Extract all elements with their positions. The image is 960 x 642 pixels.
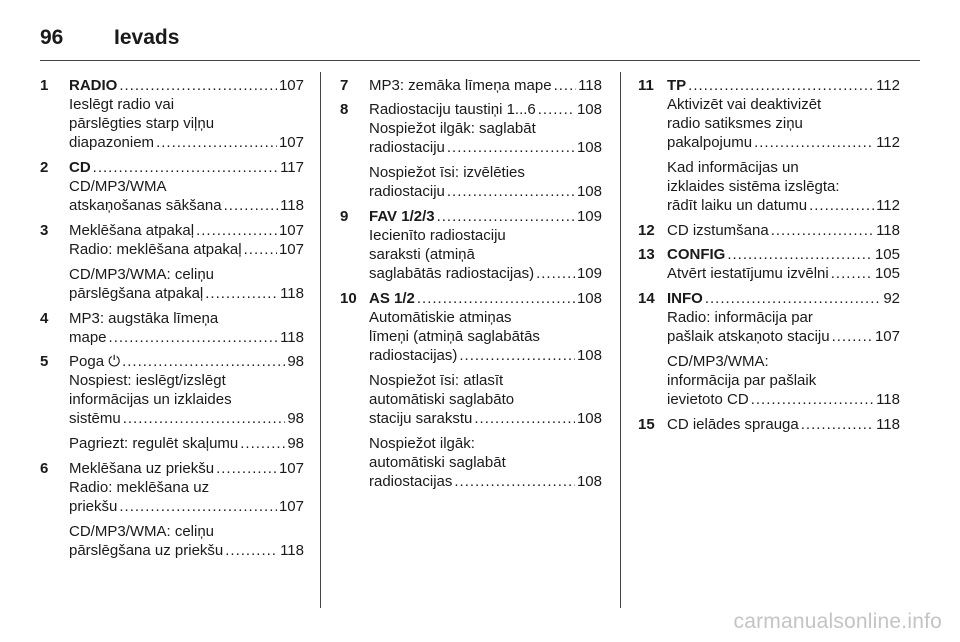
entry-label: Meklēšana atpakaļ: [69, 222, 195, 239]
entry-body: [667, 221, 900, 240]
index-entry: [638, 289, 900, 409]
entry-body: [667, 245, 900, 264]
dot-leader: [554, 76, 577, 95]
entry-label: Meklēšana uz priekšu: [69, 460, 215, 477]
entry-main: [638, 245, 900, 264]
entry-label: radiostacijas: [369, 473, 453, 490]
entry-body: [69, 76, 304, 95]
sub-entry: [369, 226, 602, 283]
sub-entry-text-line: pārslēgties starp viļņu: [69, 115, 215, 132]
item-number: 10: [340, 290, 357, 307]
leader-line: [69, 284, 304, 303]
leader-line: [369, 138, 602, 157]
entry-label: rādīt laiku un datumu: [667, 197, 808, 214]
entry-label: ievietoto CD: [667, 391, 749, 408]
leader-line: [667, 264, 900, 283]
sub-entry-text-line: automātiski saglabāto: [369, 391, 515, 408]
item-number: 3: [40, 222, 49, 239]
page-reference: 118: [876, 391, 900, 408]
dot-leader: [459, 346, 575, 365]
dot-leader: [122, 352, 285, 371]
dot-leader: [688, 76, 874, 95]
leader-line: [369, 182, 602, 201]
leader-line: [369, 472, 602, 491]
index-entry: [40, 158, 304, 215]
page-reference: 118: [280, 329, 304, 346]
sub-entry: [69, 434, 304, 453]
entry-label: MP3: zemāka līmeņa mape: [369, 77, 552, 94]
sub-entry-text-line: radio satiksmes ziņu: [667, 115, 803, 132]
sub-entry-text-line: Nospiežot ilgāk:: [369, 435, 475, 452]
sub-entry: [369, 371, 602, 428]
leader-line: [69, 497, 304, 516]
entry-label: priekšu: [69, 498, 118, 515]
entry-label: radiostaciju: [369, 183, 445, 200]
entry-body: [69, 309, 304, 347]
entry-main: [40, 309, 304, 347]
watermark: carmanualsonline.info: [733, 610, 942, 633]
entry-label: pašlaik atskaņoto staciju: [667, 328, 830, 345]
sub-entry-text-line: Iecienīto radiostaciju: [369, 227, 506, 244]
index-entry: [340, 289, 602, 491]
entry-main: [40, 158, 304, 177]
entry-label: diapazoniem: [69, 134, 155, 151]
page-reference: 108: [576, 101, 602, 118]
entry-label: FAV 1/2/3: [369, 208, 435, 225]
leader-line: [69, 434, 304, 453]
page-reference: 118: [578, 77, 602, 94]
entry-label: TP: [667, 77, 687, 94]
page-header: [40, 18, 920, 58]
index-entry: [638, 245, 900, 283]
item-number: 9: [340, 208, 349, 225]
sub-entry: [369, 163, 602, 201]
dot-leader: [196, 221, 277, 240]
item-number: 13: [638, 246, 655, 263]
column-2: [340, 76, 602, 497]
item-number: 11: [638, 77, 654, 94]
page-number: 96: [40, 26, 64, 49]
sub-entry: [69, 265, 304, 303]
sub-entry-text-line: Radio: meklēšana uz: [69, 479, 210, 496]
leader-line: [69, 221, 304, 240]
sub-entry-text-line: CD/MP3/WMA: celiņu: [69, 523, 215, 540]
sub-entry: [69, 522, 304, 560]
index-entry: [40, 76, 304, 152]
page-reference: 108: [576, 410, 602, 427]
entry-label: radiostacijas): [369, 347, 458, 364]
sub-entry: [667, 158, 900, 215]
dot-leader: [832, 327, 873, 346]
leader-line: [69, 76, 304, 95]
dot-leader: [474, 409, 575, 428]
sub-entry-text-line: informācijas un izklaides: [69, 391, 232, 408]
sub-entry-text-line: līmeņi (atmiņā saglabātās: [369, 328, 540, 345]
item-number: 8: [340, 101, 349, 118]
leader-line: [369, 76, 602, 95]
dot-leader: [156, 133, 277, 152]
sub-entry-text-line: CD/MP3/WMA:: [667, 353, 769, 370]
column-divider: [620, 72, 621, 608]
sub-entry: [69, 177, 304, 215]
page-reference: 105: [874, 265, 900, 282]
entry-main: [40, 352, 304, 371]
page-reference: 108: [576, 139, 602, 156]
dot-leader: [205, 284, 278, 303]
page-title: Ievads: [114, 26, 180, 49]
dot-leader: [801, 415, 874, 434]
entry-label: Pagriezt: regulēt skaļumu: [69, 435, 239, 452]
sub-entry: [667, 308, 900, 346]
dot-leader: [244, 240, 277, 259]
entry-main: [638, 76, 900, 95]
page-reference: 112: [876, 134, 900, 151]
entry-body: [369, 207, 602, 226]
sub-entry-text-line: Aktivizēt vai deaktivizēt: [667, 96, 822, 113]
index-entry: [40, 352, 304, 453]
entry-main: [638, 221, 900, 240]
entry-label: AS 1/2: [369, 290, 415, 307]
page-reference: 107: [278, 77, 304, 94]
sub-entry-text-line: automātiski saglabāt: [369, 454, 506, 471]
entry-label: Poga ⏻: [69, 353, 121, 370]
leader-line: [69, 133, 304, 152]
sub-entry: [369, 308, 602, 365]
sub-entry-text-line: Nospiežot īsi: atlasīt: [369, 372, 504, 389]
entry-label: INFO: [667, 290, 703, 307]
leader-line: [369, 289, 602, 308]
entry-main: [340, 76, 602, 95]
page-reference: 92: [883, 290, 900, 307]
index-entry: [340, 76, 602, 95]
index-entry: [638, 76, 900, 215]
dot-leader: [536, 264, 575, 283]
page-reference: 107: [278, 222, 304, 239]
leader-line: [69, 352, 304, 371]
entry-label: CD izstumšana: [667, 222, 769, 239]
page-reference: 98: [287, 435, 304, 452]
index-entry: [638, 415, 900, 434]
entry-body: [69, 221, 304, 240]
item-number: 6: [40, 460, 49, 477]
page-reference: 117: [280, 159, 304, 176]
dot-leader: [109, 328, 279, 347]
entry-label: saglabātās radiostacijas): [369, 265, 535, 282]
page-reference: 98: [287, 410, 304, 427]
sub-entry-text-line: Nospiest: ieslēgt/izslēgt: [69, 372, 226, 389]
page-reference: 118: [280, 197, 304, 214]
item-number: 4: [40, 310, 49, 327]
index-entry: [340, 100, 602, 201]
dot-leader: [437, 207, 575, 226]
page-reference: 108: [576, 290, 602, 307]
entry-main: [340, 100, 602, 119]
entry-body: [369, 100, 602, 119]
leader-line: [667, 196, 900, 215]
leader-line: [69, 459, 304, 478]
sub-entry: [69, 478, 304, 516]
entry-label: atskaņošanas sākšana: [69, 197, 222, 214]
entry-label: pārslēgšana atpakaļ: [69, 285, 204, 302]
leader-line: [69, 541, 304, 560]
entry-body: [369, 289, 602, 308]
column-3: [638, 76, 900, 439]
sub-entry: [667, 264, 900, 283]
dot-leader: [705, 289, 881, 308]
dot-leader: [123, 409, 286, 428]
entry-label: staciju sarakstu: [369, 410, 473, 427]
sub-entry: [667, 352, 900, 409]
dot-leader: [727, 245, 873, 264]
item-number: 5: [40, 353, 49, 370]
leader-line: [667, 390, 900, 409]
entry-label: CD: [69, 159, 91, 176]
dot-leader: [225, 541, 278, 560]
entry-body: [667, 289, 900, 308]
leader-line: [69, 240, 304, 259]
entry-body: [667, 415, 900, 434]
entry-label: Radiostaciju taustiņi 1...6: [369, 101, 536, 118]
page-reference: 112: [876, 77, 900, 94]
sub-entry: [69, 371, 304, 428]
sub-entry-text-line: Kad informācijas un: [667, 159, 799, 176]
entry-text-line: MP3: augstāka līmeņa: [69, 310, 219, 327]
leader-line: [667, 415, 900, 434]
column-1: [40, 76, 304, 566]
item-number: 14: [638, 290, 655, 307]
leader-line: [369, 207, 602, 226]
sub-entry-text-line: Ieslēgt radio vai: [69, 96, 175, 113]
index-entry: [40, 459, 304, 560]
entry-body: [667, 76, 900, 95]
page-reference: 107: [278, 498, 304, 515]
entry-label: RADIO: [69, 77, 118, 94]
entry-label: Atvērt iestatījumu izvēlni: [667, 265, 829, 282]
index-entry: [340, 207, 602, 283]
item-number: 1: [40, 77, 49, 94]
page-reference: 118: [280, 542, 304, 559]
sub-entry: [69, 240, 304, 259]
entry-label: sistēmu: [69, 410, 121, 427]
dot-leader: [119, 76, 277, 95]
dot-leader: [417, 289, 575, 308]
dot-leader: [754, 133, 874, 152]
page-reference: 105: [874, 246, 900, 263]
entry-main: [40, 76, 304, 95]
page-reference: 109: [576, 208, 602, 225]
leader-line: [69, 409, 304, 428]
page-reference: 109: [576, 265, 602, 282]
entry-label: CD ielādes sprauga: [667, 416, 799, 433]
dot-leader: [454, 472, 575, 491]
dot-leader: [216, 459, 277, 478]
entry-label: radiostaciju: [369, 139, 445, 156]
entry-label: Radio: meklēšana atpakaļ: [69, 241, 242, 258]
entry-label: pakalpojumu: [667, 134, 753, 151]
dot-leader: [93, 158, 278, 177]
dot-leader: [119, 497, 277, 516]
sub-entry-text-line: Nospiežot īsi: izvēlēties: [369, 164, 525, 181]
item-number: 2: [40, 159, 49, 176]
dot-leader: [447, 138, 575, 157]
dot-leader: [751, 390, 874, 409]
entry-main: [638, 415, 900, 434]
sub-entry: [369, 119, 602, 157]
index-entry: [40, 221, 304, 303]
dot-leader: [447, 182, 575, 201]
page-reference: 108: [576, 473, 602, 490]
leader-line: [69, 328, 304, 347]
leader-line: [667, 133, 900, 152]
page-reference: 107: [278, 460, 304, 477]
page-reference: 108: [576, 183, 602, 200]
entry-body: [69, 352, 304, 371]
leader-line: [667, 221, 900, 240]
page-reference: 112: [876, 197, 900, 214]
page-reference: 107: [278, 134, 304, 151]
page-reference: 118: [280, 285, 304, 302]
sub-entry-text-line: izklaides sistēma izslēgta:: [667, 178, 840, 195]
item-number: 15: [638, 416, 655, 433]
entry-main: [638, 289, 900, 308]
leader-line: [667, 76, 900, 95]
entry-body: [69, 459, 304, 478]
leader-line: [69, 158, 304, 177]
sub-entry: [69, 95, 304, 152]
leader-line: [369, 264, 602, 283]
leader-line: [69, 196, 304, 215]
page-reference: 118: [876, 222, 900, 239]
entry-main: [40, 221, 304, 240]
page-reference: 118: [876, 416, 900, 433]
sub-entry-text-line: CD/MP3/WMA: [69, 178, 167, 195]
page-reference: 108: [576, 347, 602, 364]
dot-leader: [831, 264, 873, 283]
leader-line: [667, 327, 900, 346]
entry-main: [40, 459, 304, 478]
leader-line: [369, 346, 602, 365]
leader-line: [369, 100, 602, 119]
index-entry: [638, 221, 900, 240]
sub-entry-text-line: Automātiskie atmiņas: [369, 309, 512, 326]
entry-label: pārslēgšana uz priekšu: [69, 542, 224, 559]
sub-entry-text-line: Radio: informācija par: [667, 309, 813, 326]
dot-leader: [240, 434, 285, 453]
sub-entry-text-line: saraksti (atmiņā: [369, 246, 475, 263]
sub-entry: [667, 95, 900, 152]
entry-label: CONFIG: [667, 246, 726, 263]
entry-main: [340, 289, 602, 308]
sub-entry: [369, 434, 602, 491]
index-entry: [40, 309, 304, 347]
entry-body: [69, 158, 304, 177]
dot-leader: [809, 196, 874, 215]
page-reference: 98: [287, 353, 304, 370]
sub-entry-text-line: Nospiežot ilgāk: saglabāt: [369, 120, 536, 137]
sub-entry-text-line: CD/MP3/WMA: celiņu: [69, 266, 215, 283]
item-number: 7: [340, 77, 349, 94]
header-rule: [40, 60, 920, 61]
dot-leader: [538, 100, 575, 119]
item-number: 12: [638, 222, 655, 239]
entry-body: [369, 76, 602, 95]
column-divider: [320, 72, 321, 608]
dot-leader: [771, 221, 874, 240]
entry-main: [340, 207, 602, 226]
leader-line: [667, 289, 900, 308]
page-reference: 107: [278, 241, 304, 258]
leader-line: [369, 409, 602, 428]
dot-leader: [224, 196, 278, 215]
entry-label: mape: [69, 329, 107, 346]
page-reference: 107: [874, 328, 900, 345]
leader-line: [667, 245, 900, 264]
sub-entry-text-line: informācija par pašlaik: [667, 372, 817, 389]
